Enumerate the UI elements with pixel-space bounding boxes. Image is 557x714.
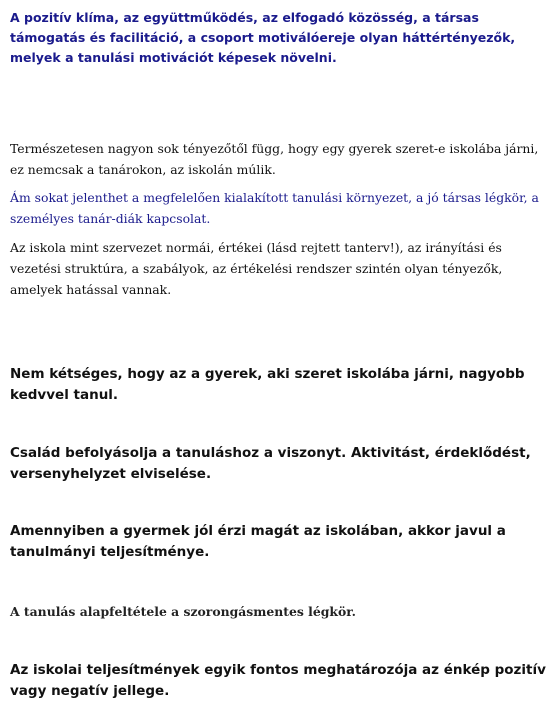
paragraph-organization: Az iskola mint szervezet normái, értékei (lásd rejtett tanterv!), az irányítási és vezetési struktúra, a szabályok, az értékelési rendszer szintén olyan tényezők, amelyek hatással vannak. [10, 240, 503, 297]
intro-paragraph: A pozitív klíma, az együttműködés, az elfogadó közösség, a társas támogatás és facilitáció, a csoport motiválóereje olyan háttértényezők, melyek a tanulási motivációt képesek növelni. [10, 10, 516, 65]
paragraph-factors: Természetesen nagyon sok tényezőtől függ, hogy egy gyerek szeret-e iskolába járni, ez nemcsak a tanárokon, az iskolán múlik. [10, 141, 539, 177]
paragraph-anxiety-free: A tanulás alapfeltétele a szorongásmentes légkör. [10, 604, 356, 619]
paragraph-wellbeing: Amennyiben a gyermek jól érzi magát az iskolában, akkor javul a tanulmányi teljesítménye. [10, 523, 506, 560]
paragraph-motivation: Nem kétséges, hogy az a gyerek, aki szeret iskolába járni, nagyobb kedvvel tanul. [10, 366, 525, 403]
paragraph-self-image: Az iskolai teljesítmények egyik fontos meghatározója az énkép pozitív vagy negatív jellege. [10, 662, 546, 699]
paragraph-family: Család befolyásolja a tanuláshoz a viszonyt. Aktivitást, érdeklődést, versenyhelyzet elviselése. [10, 445, 531, 482]
paragraph-environment: Ám sokat jelenthet a megfelelően kialakított tanulási környezet, a jó társas légkör, a személyes tanár-diák kapcsolat. [10, 190, 539, 226]
